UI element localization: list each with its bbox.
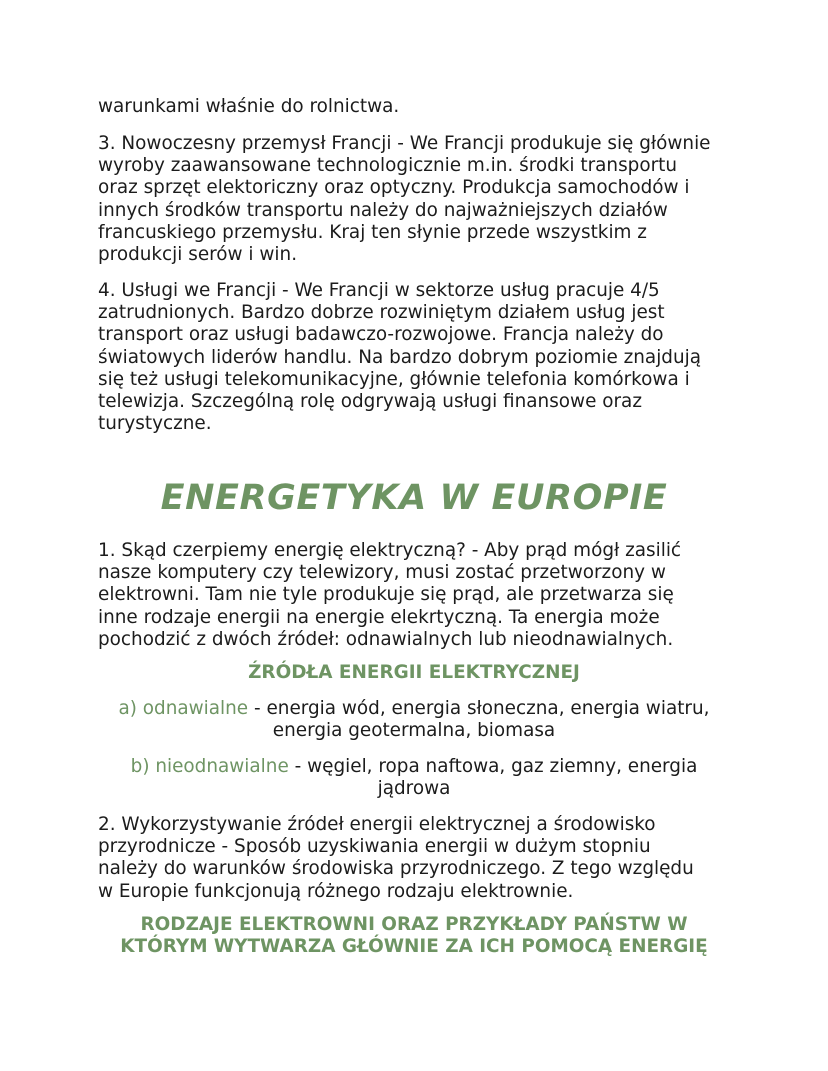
renewable-text: - energia wód, energia słoneczna, energia wiatru,	[248, 698, 710, 719]
list-item-renewable	[60, 698, 768, 742]
paragraph-energy-sources: 1. Skąd czerpiemy energię elektryczną? - Aby prąd mógł zasilić nasze komputery czy telewizory, musi zostać przetworzony w elektrowni. Tam nie tyle produkuje się prąd, ale przetwarza się inne rodzaje energii na energie elekrtyczną. Ta energia może pochodzić z dwóch źródeł: odnawialnych lub nieodnawialnych.	[98, 540, 682, 650]
nonrenewable-label: b) nieodnawialne	[130, 756, 289, 777]
renewable-label: a) odnawialne	[118, 698, 249, 719]
section-heading-sources: ŹRÓDŁA ENERGII ELEKTRYCZNEJ	[248, 662, 580, 683]
list-item-nonrenewable	[60, 756, 768, 800]
page-title: ENERGETYKA W EUROPIE	[160, 478, 668, 518]
nonrenewable-text: - węgiel, ropa naftowa, gaz ziemny, energia	[288, 756, 698, 777]
paragraph-services: 4. Usługi we Francji - We Francji w sektorze usług pracuje 4/5 zatrudnionych. Bardzo dobrze rozwiniętym działem usług jest transport oraz usługi badawczo-rozwojowe. Francja należy do światowych liderów handlu. Na bardzo dobrym poziomie znajdują się też usługi telekomunikacyjne, głównie telefonia komórkowa i telewizja. Szczególną rolę odgrywają usługi finansowe oraz turystyczne.	[98, 280, 702, 435]
section-heading-plants: RODZAJE ELEKTROWNI ORAZ PRZYKŁADY PAŃSTW W KTÓRYM WYTWARZA GŁÓWNIE ZA ICH POMOCĄ ENERGIĘ	[120, 914, 708, 958]
paragraph-industry: 3. Nowoczesny przemysł Francji - We Francji produkuje się głównie wyroby zaawansowane technologicznie m.in. środki transportu oraz sprzęt elektoriczny oraz optyczny. Produkcja samochodów i innych środków transportu należy do najważniejszych działów francuskiego przemysłu. Kraj ten słynie przede wszystkim z produkcji serów i win.	[98, 133, 711, 266]
renewable-text-cont: energia geotermalna, biomasa	[272, 720, 556, 742]
nonrenewable-text-cont: jądrowa	[377, 778, 451, 800]
paragraph-environment: 2. Wykorzystywanie źródeł energii elektrycznej a środowisko przyrodnicze - Sposób uzyskiwania energii w dużym stopniu należy do warunków środowiska przyrodniczego. Z tego względu w Europie funkcjonują różnego rodzaju elektrownie.	[98, 814, 694, 902]
paragraph-intro: warunkami właśnie do rolnictwa.	[98, 96, 400, 117]
